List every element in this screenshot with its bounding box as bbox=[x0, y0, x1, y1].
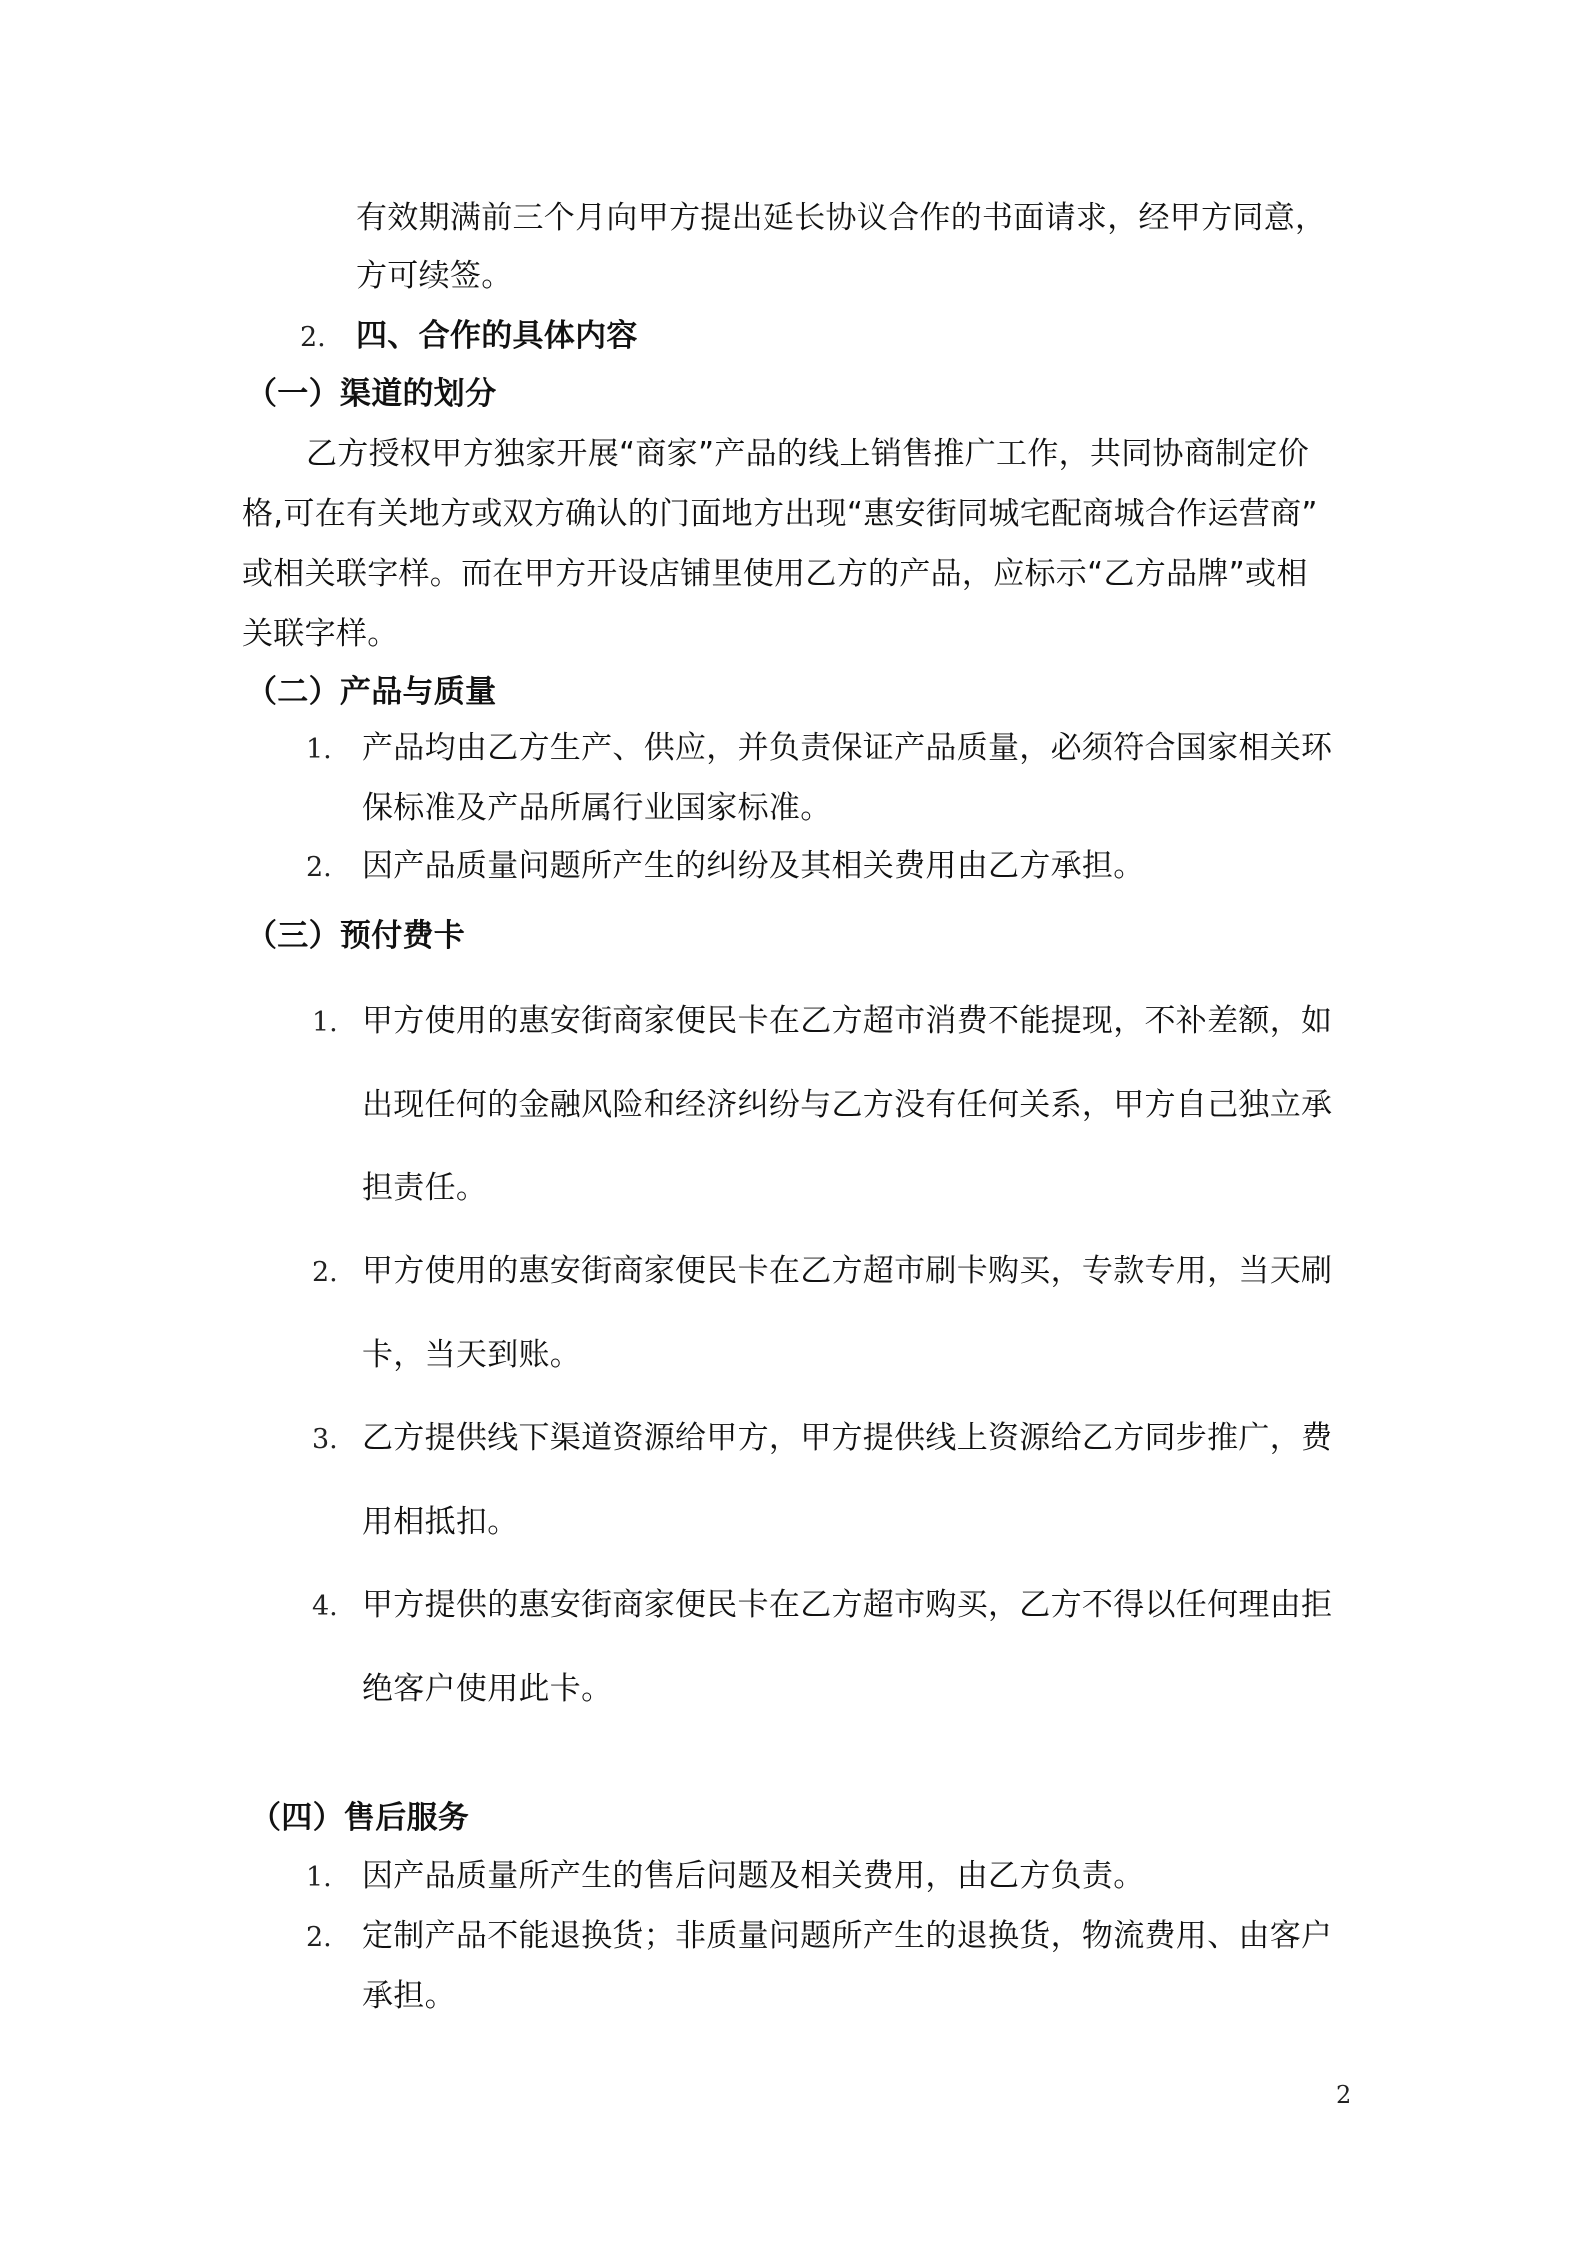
sub2-item-2-number: 2. bbox=[306, 852, 332, 883]
sub3-item-1-number: 1. bbox=[312, 1007, 338, 1038]
section4-title: 四、合作的具体内容 bbox=[356, 318, 638, 354]
sub3-item-4-line-1: 甲方提供的惠安街商家便民卡在乙方超市购买，乙方不得以任何理由拒 bbox=[362, 1587, 1333, 1623]
sub4-heading: （四）售后服务 bbox=[250, 1800, 470, 1836]
sub3-item-4-number: 4. bbox=[312, 1591, 338, 1622]
sub4-item-2-line-1: 定制产品不能退换货；非质量问题所产生的退换货，物流费用、由客户 bbox=[362, 1918, 1333, 1954]
sub3-heading: （三）预付费卡 bbox=[246, 918, 466, 954]
sub3-item-4-line-2: 绝客户使用此卡。 bbox=[362, 1671, 613, 1707]
sub3-item-3-line-2: 用相抵扣。 bbox=[362, 1504, 519, 1540]
sub3-item-3-line-1: 乙方提供线下渠道资源给甲方，甲方提供线上资源给乙方同步推广，费 bbox=[362, 1420, 1333, 1456]
intro-line-1: 有效期满前三个月向甲方提出延长协议合作的书面请求，经甲方同意， bbox=[356, 200, 1327, 236]
sub2-heading: （二）产品与质量 bbox=[246, 674, 497, 710]
sub3-item-2-number: 2. bbox=[312, 1257, 338, 1288]
sub4-item-1-number: 1. bbox=[306, 1862, 332, 1893]
sub2-item-1-line-1: 产品均由乙方生产、供应，并负责保证产品质量，必须符合国家相关环 bbox=[362, 730, 1333, 766]
sub3-item-3-number: 3. bbox=[312, 1424, 338, 1455]
section4-number: 2. bbox=[300, 322, 326, 353]
sub4-item-1-line-1: 因产品质量所产生的售后问题及相关费用，由乙方负责。 bbox=[362, 1858, 1145, 1894]
sub3-item-1-line-2: 出现任何的金融风险和经济纠纷与乙方没有任何关系，甲方自己独立承 bbox=[362, 1087, 1333, 1123]
page-number: 2 bbox=[1336, 2081, 1352, 2109]
sub3-item-1-line-1: 甲方使用的惠安街商家便民卡在乙方超市消费不能提现，不补差额，如 bbox=[362, 1003, 1333, 1039]
sub1-paragraph-line-3: 或相关联字样。而在甲方开设店铺里使用乙方的产品，应标示“乙方品牌”或相 bbox=[242, 556, 1308, 592]
sub2-item-2-line-1: 因产品质量问题所产生的纠纷及其相关费用由乙方承担。 bbox=[362, 848, 1145, 884]
sub3-item-2-line-1: 甲方使用的惠安街商家便民卡在乙方超市刷卡购买，专款专用，当天刷 bbox=[362, 1253, 1333, 1289]
sub4-item-2-number: 2. bbox=[306, 1922, 332, 1953]
sub2-item-1-line-2: 保标准及产品所属行业国家标准。 bbox=[362, 790, 832, 826]
sub1-heading: （一）渠道的划分 bbox=[246, 376, 497, 412]
sub2-item-1-number: 1. bbox=[306, 734, 332, 765]
sub1-paragraph-line-4: 关联字样。 bbox=[242, 616, 399, 652]
sub3-item-2-line-2: 卡，当天到账。 bbox=[362, 1337, 582, 1373]
intro-line-2: 方可续签。 bbox=[356, 258, 513, 294]
sub1-paragraph-line-1: 乙方授权甲方独家开展“商家”产品的线上销售推广工作，共同协商制定价 bbox=[306, 436, 1310, 472]
sub4-item-2-line-2: 承担。 bbox=[362, 1978, 456, 2014]
sub1-paragraph-line-2: 格,可在有关地方或双方确认的门面地方出现“惠安街同城宅配商城合作运营商” bbox=[242, 496, 1318, 532]
sub3-item-1-line-3: 担责任。 bbox=[362, 1170, 488, 1206]
